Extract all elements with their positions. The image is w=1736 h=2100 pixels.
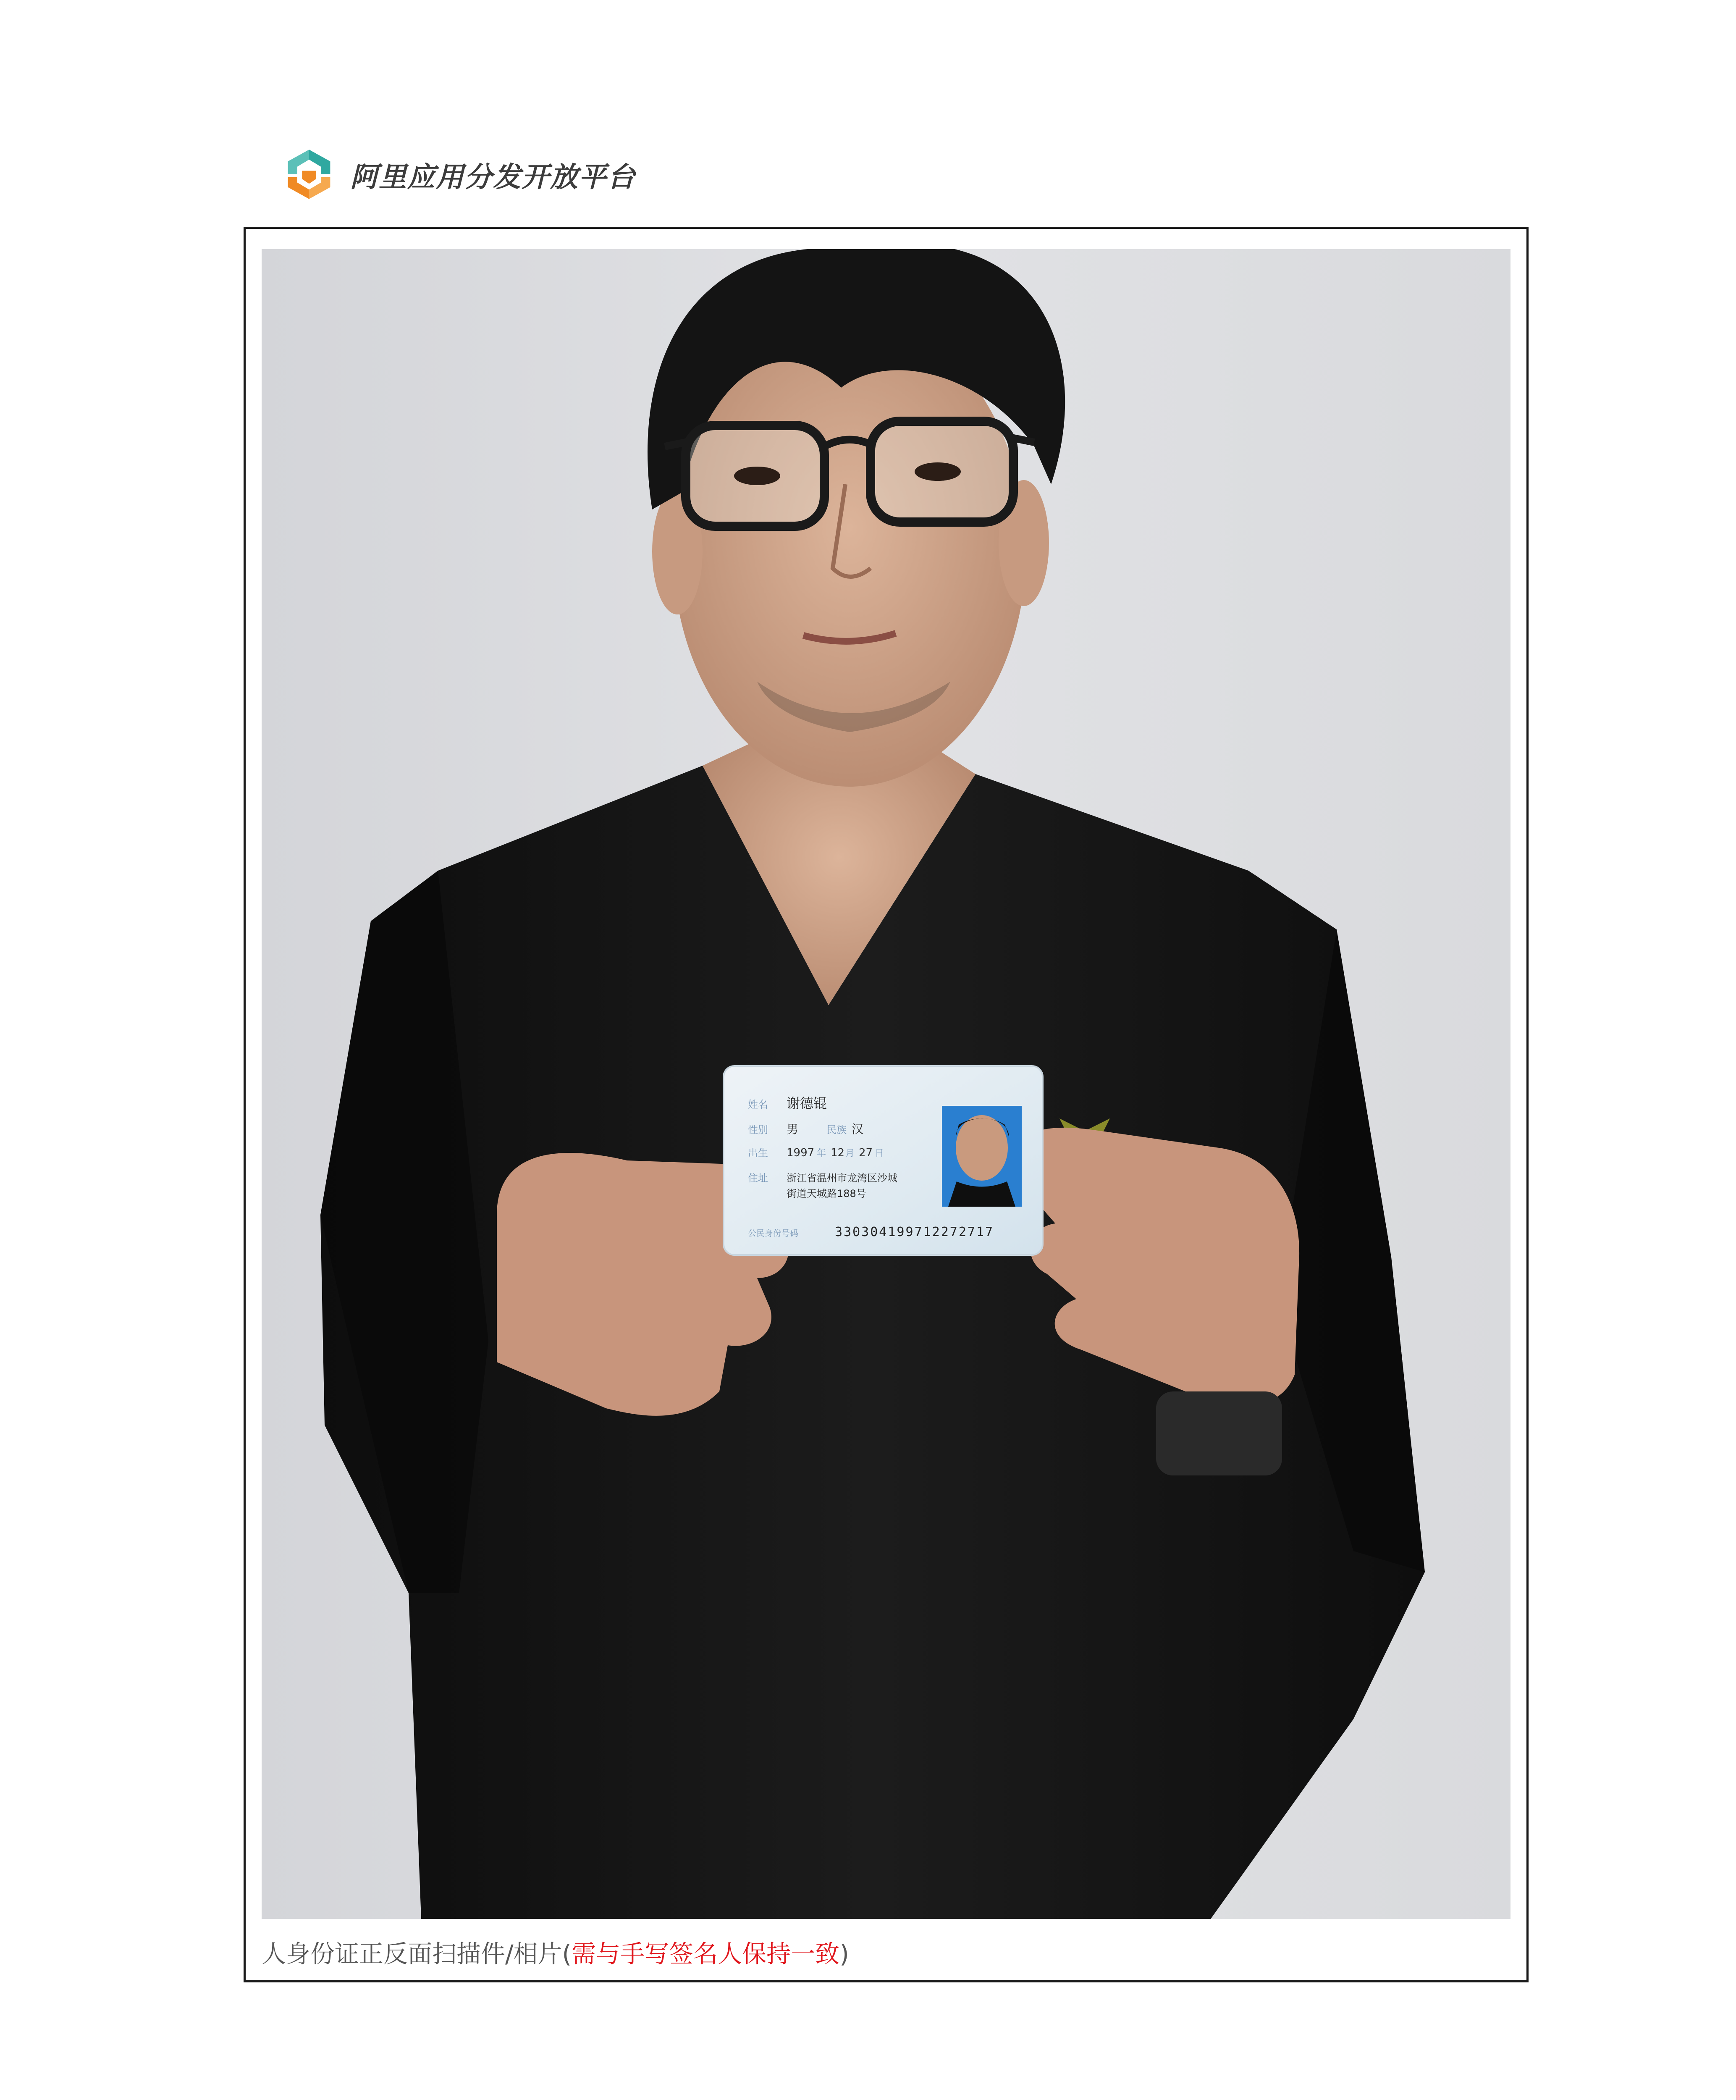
id-label-name: 姓名 xyxy=(748,1099,768,1110)
brand-title: 阿里应用分发开放平台 xyxy=(350,160,636,193)
id-label-number: 公民身份号码 xyxy=(748,1228,798,1238)
id-label-year: 年 xyxy=(817,1148,826,1159)
id-label-gender: 性别 xyxy=(748,1124,768,1136)
id-address-line1: 浙江省温州市龙湾区沙城 xyxy=(787,1172,897,1184)
wrist-watch xyxy=(1156,1391,1282,1475)
left-eye xyxy=(734,467,780,485)
id-name: 谢德锟 xyxy=(787,1095,827,1111)
id-birth-day: 27 xyxy=(859,1147,873,1159)
header xyxy=(280,145,636,204)
id-gender: 男 xyxy=(787,1122,799,1136)
person-holding-id-card-image xyxy=(262,249,1510,1919)
id-address-line2: 街道天城路188号 xyxy=(787,1188,866,1200)
id-birth-year: 1997 xyxy=(787,1147,815,1159)
caption-note: 需与手写签名人保持一致 xyxy=(572,1940,840,1968)
id-card xyxy=(724,1066,1043,1255)
right-eye xyxy=(915,462,961,481)
id-label-ethnicity: 民族 xyxy=(826,1124,847,1136)
id-label-birth: 出生 xyxy=(748,1147,768,1159)
id-label-address: 住址 xyxy=(748,1172,768,1184)
id-number: 330304199712272717 xyxy=(835,1225,994,1239)
id-label-day: 日 xyxy=(875,1148,884,1159)
caption-close: ) xyxy=(839,1940,849,1968)
caption-main: 人身份证正反面扫描件/相片( xyxy=(262,1940,572,1968)
id-label-month: 月 xyxy=(845,1148,855,1159)
id-birth-month: 12 xyxy=(831,1147,845,1159)
id-ethnicity: 汉 xyxy=(852,1122,864,1136)
document-frame xyxy=(244,227,1529,1982)
id-holding-photo xyxy=(262,249,1510,1919)
photo-caption xyxy=(262,1934,849,1969)
id-portrait xyxy=(942,1106,1022,1207)
alibaba-app-distribution-logo-icon xyxy=(280,145,338,204)
